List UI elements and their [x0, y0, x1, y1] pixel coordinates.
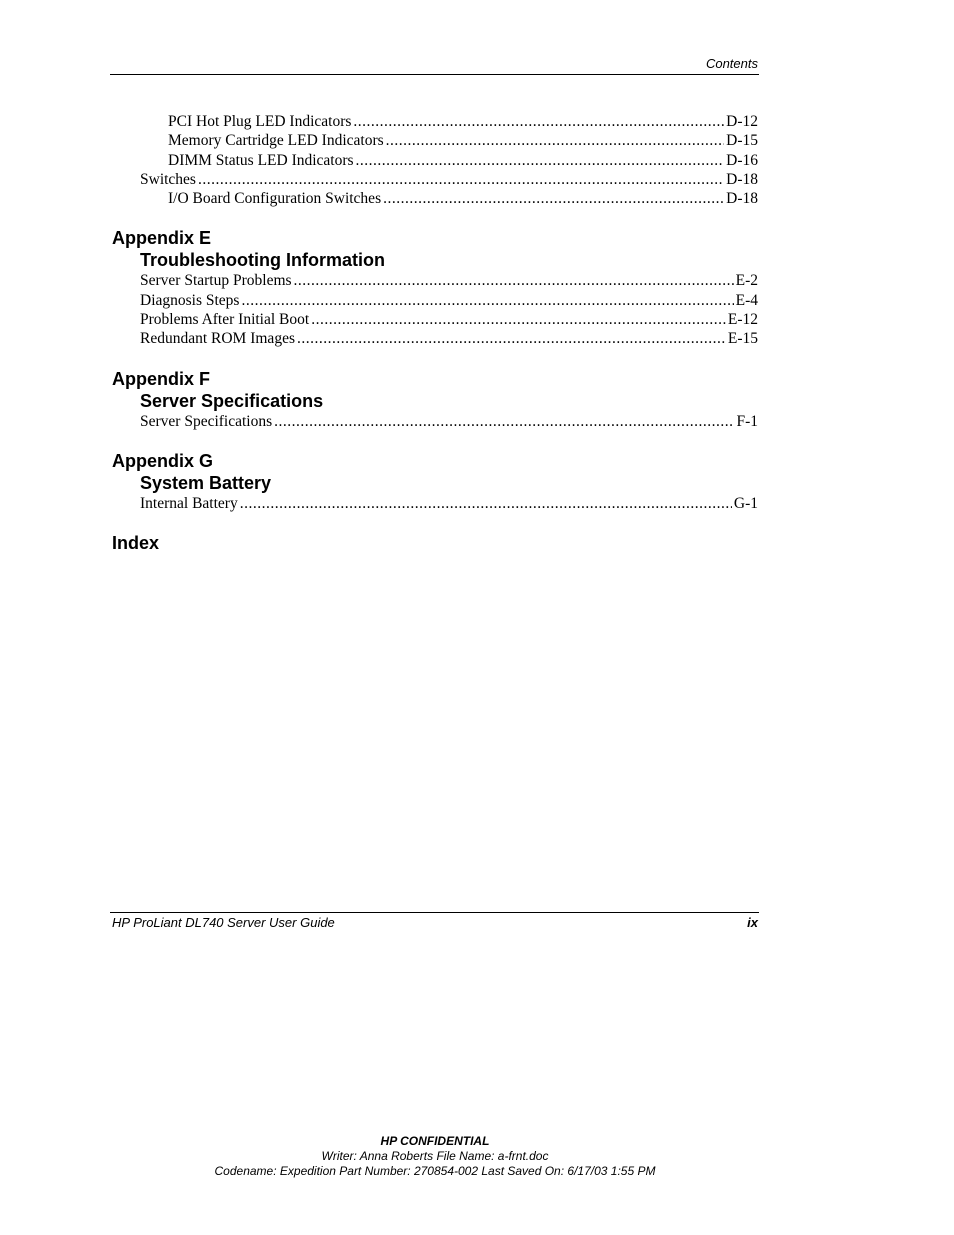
- toc-entry[interactable]: [112, 412, 758, 431]
- codename-line: Codename: Expedition Part Number: 270854-002 Last Saved On: 6/17/03 1:55 PM: [214, 1164, 656, 1178]
- toc-entry-page: D-16: [726, 151, 758, 169]
- appendix-heading[interactable]: Appendix F: [112, 368, 210, 389]
- toc-entry-page: E-4: [735, 291, 758, 309]
- toc-entry[interactable]: [112, 112, 758, 131]
- index-heading[interactable]: Index: [112, 533, 160, 554]
- toc-entry-page: D-18: [726, 170, 758, 188]
- toc-entry[interactable]: [112, 151, 758, 170]
- toc-entry-page: E-12: [727, 311, 758, 329]
- toc-entry-label: Redundant ROM Images: [140, 330, 295, 348]
- writer-line: Writer: Anna Roberts File Name: a-frnt.doc: [321, 1149, 549, 1163]
- toc-entry-page: F-1: [736, 412, 758, 430]
- toc-entry-label: Diagnosis Steps: [140, 291, 240, 309]
- index-section: [112, 532, 758, 554]
- dot-leader: [297, 329, 726, 348]
- appendix-title[interactable]: Server Specifications: [140, 390, 324, 411]
- appendix-g-section: [112, 450, 758, 513]
- toc-entry-label: Memory Cartridge LED Indicators: [168, 132, 384, 150]
- dot-leader: [294, 271, 734, 290]
- toc-entry[interactable]: [112, 170, 758, 189]
- toc-entry-label: PCI Hot Plug LED Indicators: [168, 113, 352, 130]
- toc-entry-label: I/O Board Configuration Switches: [168, 190, 382, 208]
- appendix-heading[interactable]: Appendix G: [112, 450, 214, 471]
- appendix-title[interactable]: System Battery: [140, 472, 272, 493]
- toc-entry[interactable]: [112, 494, 758, 513]
- toc-entry-page: D-12: [726, 113, 758, 130]
- toc-entry-label: Problems After Initial Boot: [140, 311, 310, 329]
- dot-leader: [353, 112, 724, 131]
- dot-leader: [383, 189, 724, 208]
- appendix-e-section: [112, 227, 758, 348]
- toc-entry-page: E-2: [735, 272, 758, 290]
- footer-page-number: ix: [747, 915, 758, 930]
- header-rule: [110, 74, 759, 75]
- confidential-label: HP CONFIDENTIAL: [380, 1134, 490, 1148]
- toc-entry-label: Server Startup Problems: [140, 272, 292, 290]
- dot-leader: [274, 412, 734, 431]
- toc-entry-page: E-15: [727, 330, 758, 348]
- appendix-f-section: [112, 368, 758, 431]
- toc-entry-page: D-15: [726, 132, 758, 150]
- toc-entry[interactable]: [112, 291, 758, 310]
- table-of-contents: [112, 112, 758, 554]
- toc-entry[interactable]: [112, 189, 758, 208]
- toc-entry-label: DIMM Status LED Indicators: [168, 151, 354, 169]
- footer-rule: [110, 912, 759, 913]
- dot-leader: [240, 494, 732, 513]
- footer-guide-title: HP ProLiant DL740 Server User Guide: [112, 915, 335, 930]
- dot-leader: [311, 310, 726, 329]
- toc-entry[interactable]: [112, 329, 758, 348]
- toc-entry-label: Internal Battery: [140, 494, 238, 512]
- dot-leader: [198, 170, 724, 189]
- toc-entry-label: Server Specifications: [140, 412, 273, 430]
- toc-entry-page: D-18: [726, 190, 758, 208]
- running-header: Contents: [705, 56, 758, 71]
- appendix-heading[interactable]: Appendix E: [112, 228, 212, 249]
- toc-entry-page: G-1: [733, 494, 758, 512]
- toc-entry[interactable]: [112, 271, 758, 290]
- appendix-title[interactable]: Troubleshooting Information: [140, 250, 385, 271]
- dot-leader: [356, 151, 725, 170]
- toc-entry-label: Switches: [140, 170, 196, 188]
- toc-entry[interactable]: [112, 131, 758, 150]
- dot-leader: [386, 131, 724, 150]
- dot-leader: [241, 291, 733, 310]
- toc-entry[interactable]: [112, 310, 758, 329]
